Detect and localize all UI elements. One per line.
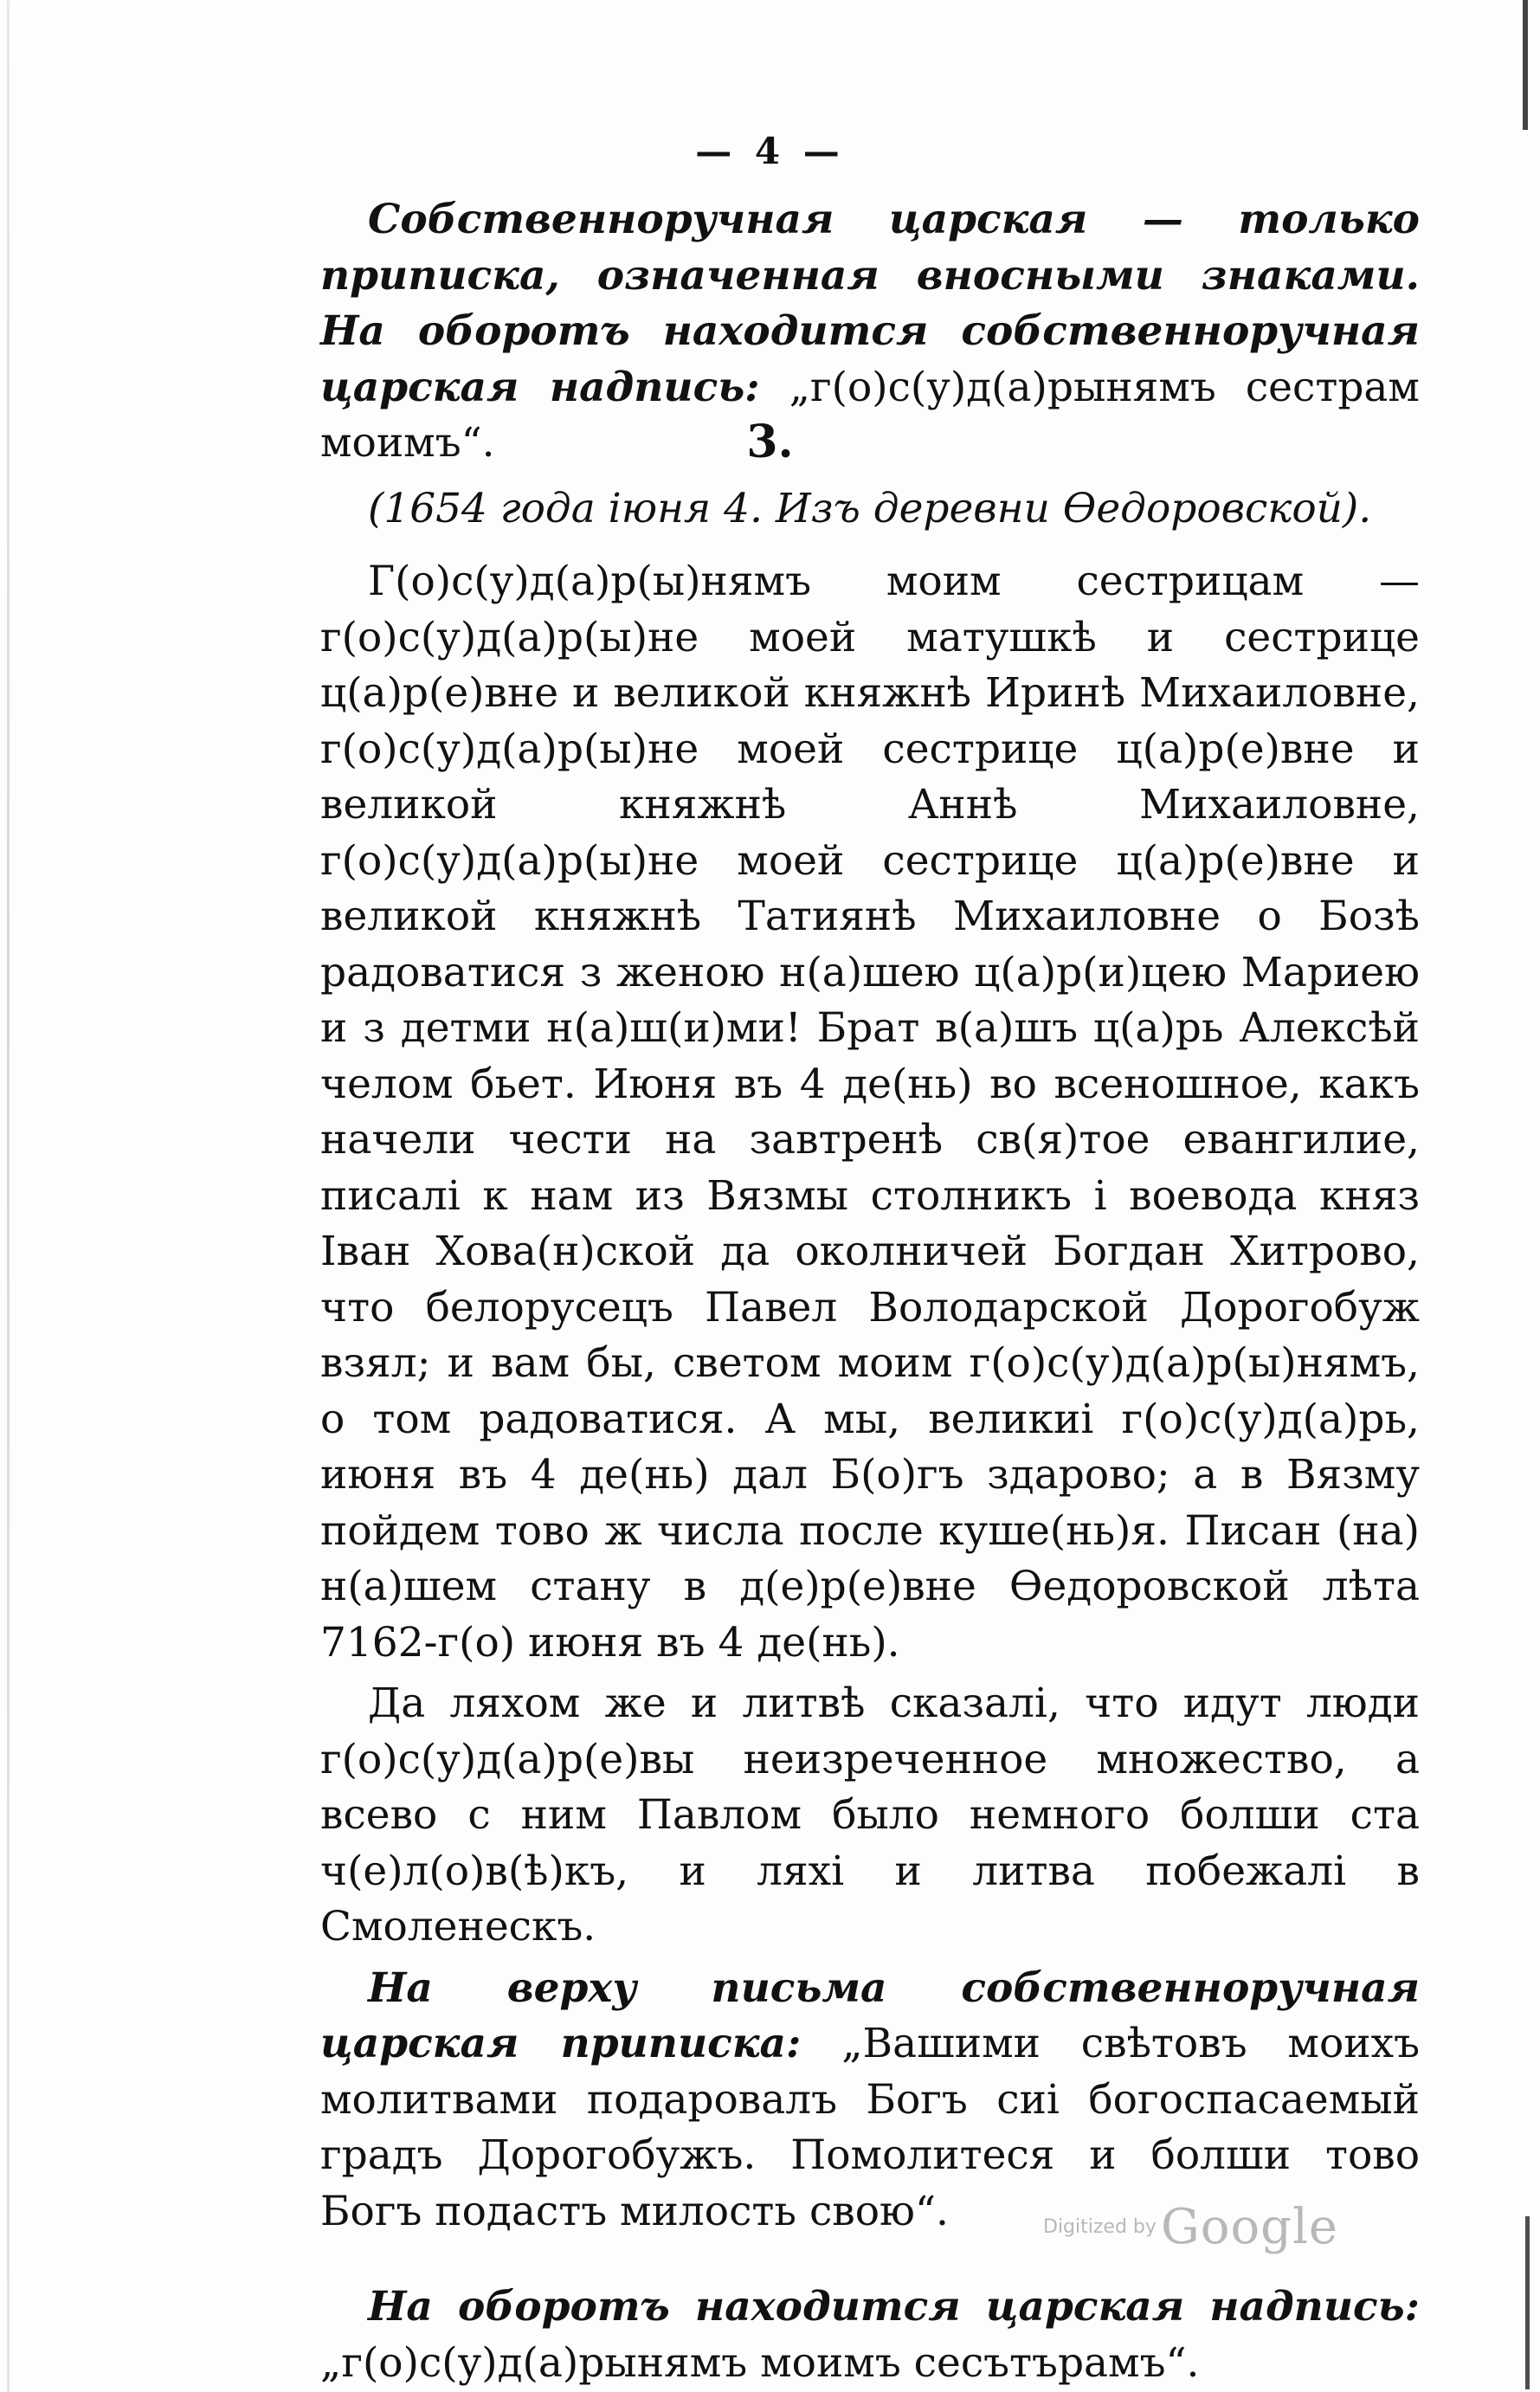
watermark-small-text: Digitized by	[1043, 2216, 1157, 2238]
google-logo: Google	[1161, 2199, 1339, 2255]
reverse-paragraph	[320, 2279, 1420, 2391]
scan-edge-right-top	[1523, 0, 1528, 130]
letter-paragraph-2: Да ляхом же и литвѣ сказалi, что идут люди г(о)с(у)д(а)р(е)вы неизреченное множество, а всево с ним Павлом было немного болши ста ч(е)л(о)в(ѣ)къ, и ляхi и литва побежалi в Смоленескъ.	[320, 1680, 1420, 1950]
reverse-text: „г(о)с(у)д(а)рынямъ моимъ сесътърамъ“.	[320, 2338, 1200, 2387]
intro-italic-text: Собственноручная царская — только приписка, означенная вносными знаками. На оборотъ находится собственноручная царская надпись:	[320, 196, 1420, 411]
letter-body	[320, 554, 1420, 2391]
page-number: — 4 —	[695, 130, 845, 172]
postscript-paragraph	[320, 1961, 1420, 2240]
reverse-intro: На оборотъ находится царская надпись:	[368, 2283, 1420, 2331]
letter-heading: (1654 года iюня 4. Изъ деревни Өедоровской).	[368, 485, 1372, 532]
scan-edge-left	[7, 0, 10, 2392]
section-number: 3.	[746, 416, 794, 468]
postscript-text: „Вашими свѣтовъ моихъ молитвами подаровалъ Богъ сиi богоспасаемый градъ Дорогобужъ. Помолитеся и болши тово Богъ подастъ милость свою“.	[320, 2020, 1420, 2235]
postscript-intro: На верху письма собственноручная царская приписка:	[320, 1963, 1420, 2067]
digitized-by-google-watermark	[1043, 2199, 1338, 2255]
scan-edge-right-bottom	[1525, 2216, 1530, 2389]
letter-paragraph-1: Г(о)с(у)д(а)р(ы)нямъ моим сестрицам — г(о)с(у)д(а)р(ы)не моей матушкѣ и сестрице ц(а)р(е)вне и великой княжнѣ Иринѣ Михаиловне, г(о)с(у)д(а)р(ы)не моей сестрице ц(а)р(е)вне и великой княжнѣ Аннѣ Михаиловне, г(о)с(у)д(а)р(ы)не моей сестрице ц(а)р(е)вне и великой княжнѣ Татиянѣ Михаиловне о Бозѣ радоватися з женою н(а)шею ц(а)р(и)цею Мариею и з детми н(а)ш(и)ми! Брат в(а)шъ ц(а)рь Алексѣй челом бьет. Июня въ 4 де(нь) во всеношное, какъ начели чести на завтренѣ св(я)тое евангилие, писалi к нам из Вязмы столникъ i воевода княз Iван Хова(н)ской да околничей Богдан Хитрово, что белорусецъ Павел Володарской Дорогобуж взял; и вам бы, светом моим г(о)с(у)д(а)р(ы)нямъ, о том радоватися. А мы, великиi г(о)с(у)д(а)рь, июня въ 4 де(нь) дал Б(о)гъ здарово; а в Вязму пойдем тово ж числа после куше(нь)я. Писан (на) н(а)шем стану в д(е)р(е)вне Өедоровской лѣта 7162-г(о) июня въ 4 де(нь).	[320, 558, 1420, 1667]
intro-normal-text: „г(о)с(у)д(а)рынямъ сестрам моимъ“.	[320, 363, 1420, 467]
